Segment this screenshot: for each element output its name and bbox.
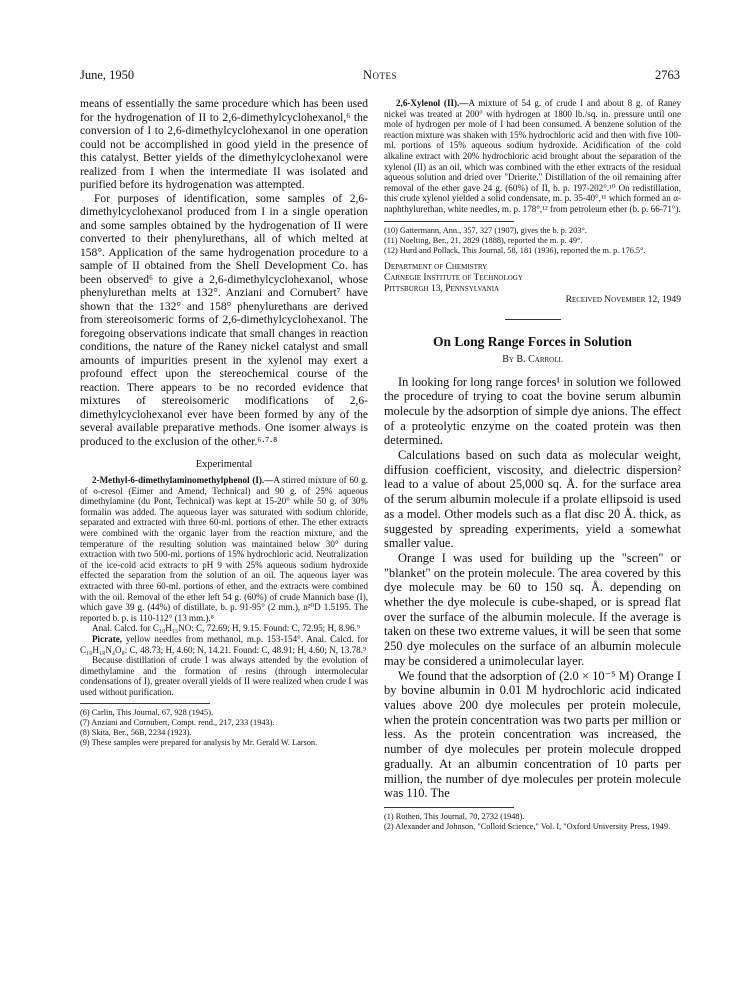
author-byline: By B. Carroll — [502, 353, 563, 365]
affiliation-line: Pittsburgh 13, Pennsylvania — [384, 283, 500, 294]
footnotes — [80, 708, 368, 748]
procedure-text: A stirred mixture of 60 g. of o-cresol (Eimer and Amend, Technical) and 90 g. of 25% aqueous dimethylamine (du Pont, Technical) was kept at 15-20° while 50 g. of 30% formalin was added. The aqueous layer was saturated with sodium chloride, separated and extracted with three 60-ml. portions of ether. The ether extracts were combined with the organic layer from the reaction mixture, and the temperature of the resulting solution was maintained below 30° during extraction with two 500-ml. portions of 15% hydrochloric acid. Neutralization of the ice-cold acid extracts to pH 9 with 25% aqueous sodium hydroxide effected the separation from the solution of an oil. The aqueous layer was extracted with three 60-ml. portions of ether, and the extracts were combined with the oil. Removal of the ether left 54 g. (60%) of crude Mannich base (I), which gave 39 g. (44%) of distillate, b. p. 91-95° (2 mm.), n²⁰D 1.5195. The reported b. p. is 110-112° (13 mm.).⁸ — [80, 475, 368, 623]
footnote: (1) Rothen, This Journal, 70, 2732 (1948). — [384, 811, 525, 821]
section-name: Notes — [362, 68, 398, 82]
footnote-rule — [384, 807, 514, 808]
footnote: (9) These samples were prepared for analysis by Mr. Gerald W. Larson. — [80, 738, 318, 748]
right-column — [384, 98, 681, 832]
running-header — [80, 68, 680, 84]
body-paragraph: We found that the adsorption of (2.0 × 10⁻⁵ M) Orange I by bovine albumin in 0.01 M hydrochloric acid indicated values above 200 dye molecules per protein molecule, when the protein concentration was two parts per million or less. As the protein concentration was increased, the number of dye molecules per protein molecule dropped gradually. At an albumin concentration of 10 parts per million, the number of dye molecules per protein molecule was 110. The — [384, 668, 681, 801]
received-date: Received November 12, 1949 — [565, 294, 681, 305]
footnote: (8) Skita, Ber., 56B, 2234 (1923). — [80, 728, 192, 738]
procedure-paragraph — [80, 634, 368, 655]
procedure-paragraph — [80, 475, 368, 623]
analysis-line: Anal. Calcd. for C₁₀H₁₅NO: C, 72.69; H, 9.15. Found: C, 72.95; H, 8.96.⁹ — [92, 623, 360, 634]
footnote-rule — [384, 221, 514, 222]
issue-date: June, 1950 — [80, 68, 135, 82]
procedure-paragraph — [384, 98, 681, 215]
affiliation — [384, 262, 681, 295]
procedure-paragraph: Because distillation of crude I was always attended by the evolution of dimethylamine and the formation of resins (through intermolecular condensations of I), greater overall yields of II were realized when crude I was used without purification. — [80, 655, 368, 697]
compound-title: 2,6-Xylenol (II).— — [396, 98, 469, 108]
article-divider — [505, 319, 561, 320]
compound-title: Picrate, — [92, 633, 123, 644]
page-number: 2763 — [655, 68, 680, 82]
footnote: (2) Alexander and Johnson, "Colloid Science," Vol. I, "Oxford University Press, 1949. — [384, 821, 671, 831]
footnotes — [384, 812, 681, 832]
affiliation-line: Carnegie Institute of Technology — [384, 272, 523, 283]
left-column — [80, 98, 368, 748]
footnotes — [384, 226, 681, 256]
body-paragraph: Orange I was used for building up the "screen" or "blanket" on the protein molecule. The area covered by this dye molecule may be 60 to 150 sq. Å. depending on whether the dye molecule is cube-shaped, or is spread flat over the surface of the albumin molecule. If the average is taken on these two extreme values, it will be seen that some 250 dye molecules on the surface of an albumin molecule may be considered a unimolecular layer. — [384, 550, 681, 668]
experimental-heading: Experimental — [195, 459, 253, 470]
affiliation-line: Department of Chemistry — [384, 261, 488, 272]
body-paragraph: In looking for long range forces¹ in solution we followed the procedure of trying to coat the bovine serum albumin molecule by the adsorption of simple dye anions. The effect of a proteolytic enzyme on the coated protein was then determined. — [384, 374, 681, 448]
procedure-text: A mixture of 54 g. of crude I and about 8 g. of Raney nickel was treated at 200° with hydrogen at 1800 lb./sq. in. pressure until one mole of hydrogen per mole of I had been consumed. A benzene solution of the reaction mixture was shaken with 15% hydrochloric acid and then with five 100-ml. portions of 15% aqueous sodium hydroxide. Acidification of the cold alkaline extract with 20% hydrochloric acid brought about the separation of the xylenol (II) as an oil, which was combined with the ether extracts of the residual aqueous solution and dried over "Drierite." Distillation of the oil remaining after removal of the ether gave 24 g. (60%) of II, b. p. 197-202°.¹⁰ On redistillation, this crude xylenol yielded a solid condensate, m. p. 35-40°,¹¹ which formed an α-naphthylurethan, white needles, m. p. 178°,¹² from petroleum ether (b. p. 66-71°). — [384, 98, 681, 214]
footnote: (6) Carlin, This Journal, 67, 928 (1945). — [80, 708, 214, 718]
footnote-rule — [80, 703, 210, 704]
footnote: (10) Gattermann, Ann., 357, 327 (1907), gives the b. p. 203°. — [384, 225, 587, 235]
article-title: On Long Range Forces in Solution — [433, 333, 632, 349]
compound-title: 2-Methyl-6-dimethylaminomethylphenol (I).— — [92, 475, 274, 485]
footnote: (12) Hurd and Pollack, This Journal, 58, 181 (1936), reported the m. p. 176.5°. — [384, 245, 646, 255]
body-paragraph: Calculations based on such data as molecular weight, diffusion coefficient, viscosity, and dielectric dispersion² lead to a value of about 25,000 sq. Å. for the surface area of the serum albumin molecule if a prolate ellipsoid is used as a model. Other models such as a flat disc 20 Å. thick, as suggested by spreading experiments, yield a somewhat smaller value. — [384, 448, 681, 551]
footnote: (11) Noelting, Ber., 21, 2829 (1888), reported the m. p. 49°. — [384, 235, 583, 245]
procedure-text: yellow needles from methanol, m.p. 153-154°. Anal. Calcd. for C₁₆H₁₈N₄O₈: C, 48.73; H, 4.60; N, 14.21. Found: C, 48.91; H, 4.60; N, 13.78.⁹ — [80, 633, 368, 655]
body-paragraph: means of essentially the same procedure which has been used for the hydrogenation of II to 2,6-dimethylcyclohexanol,⁶ the conversion of I to 2,6-dimethylcyclohexanol in one operation could not be accomplished in good yield in the presence of this catalyst. Better yields of the dimethylcyclohexanol were realized from I when the intermediate II was isolated and purified before its hydrogenation was attempted. — [80, 98, 368, 191]
footnote: (7) Anziani and Cornubert, Compt. rend., 217, 233 (1943). — [80, 718, 275, 728]
body-paragraph: For purposes of identification, some samples of 2,6-dimethylcyclohexanol produced from I in a single operation and some samples obtained by the hydrogenation of II were converted to their phenylurethans, all of which melted at 158°. Application of the same hydrogenation procedure to a sample of II obtained from the Shell Development Co. has been observed⁶ to give a 2,6-dimethylcyclohexanol, whose phenylurethan melts at 132°. Anziani and Cornubert⁷ have shown that the 132° and 158° phenylurethans are derived from stereoisomeric forms of 2,6-dimethylcyclohexanol. The foregoing observations indicate that small changes in reaction conditions, the nature of the Raney nickel catalyst and small amounts of impurities present in the xylenol may exert a profound effect upon the stereochemical course of the reaction. There appears to be no recorded evidence that mixtures of stereoisomeric modifications of 2,6-dimethylcyclohexanol ever have been formed by any of the several available preparative methods. One isomer always is produced to the exclusion of the other.⁶·⁷·⁸ — [80, 192, 368, 448]
